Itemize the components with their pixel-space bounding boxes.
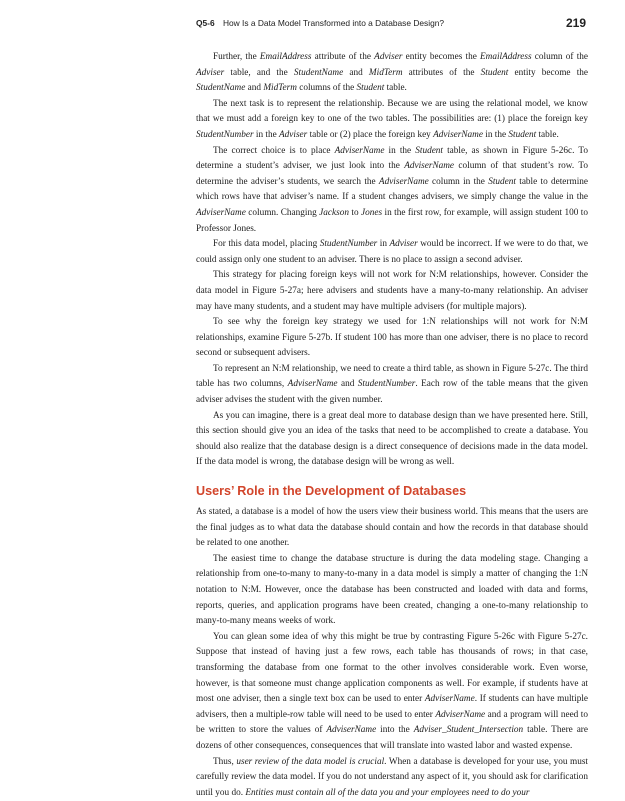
italic-term: Jones bbox=[361, 207, 383, 218]
italic-term: AdviserName bbox=[424, 694, 475, 705]
paragraph bbox=[196, 315, 588, 362]
text-run: This strategy for placing foreign keys will not work for N:M relationships, however. Consider the data model in Figure 5-27a; here advisers and students have a many-to-many relationship. An adviser may have many students, and a student may have multiple advisers (for multiple majors). bbox=[196, 270, 588, 312]
italic-term: AdviserName bbox=[196, 207, 246, 218]
text-run: in the bbox=[384, 145, 416, 156]
text-run: table. bbox=[384, 83, 407, 94]
text-run: table, as shown in Figure 5-26c. To determine a student’s adviser, we just look into the bbox=[196, 145, 588, 172]
paragraph bbox=[196, 630, 588, 755]
text-run: The next task is to represent the relationship. Because we are using the relational model, we know that we must add a foreign key to one of the two tables. The possibilities are: (1) place the foreign key bbox=[196, 98, 588, 125]
section-heading: Users’ Role in the Development of Databases bbox=[196, 484, 467, 499]
running-header bbox=[196, 18, 586, 34]
text-run: The correct choice is to place bbox=[213, 145, 335, 156]
italic-term: AdviserName bbox=[378, 176, 429, 187]
text-run: and bbox=[343, 67, 369, 78]
text-run: Thus, bbox=[213, 756, 237, 767]
text-run: entity become the bbox=[508, 67, 589, 78]
paragraph bbox=[196, 362, 588, 409]
text-run: The easiest time to change the database structure is during the data modeling stage. Changing a relationship from one-to-many to many-to-many in a data model is simply a matter of changing the 1:N notation to N:M. However, once the database has been constructed and loaded with data and forms, reports, queries, and application programs have been created, changing a one-to-many relationship to many-to-many means weeks of work. bbox=[196, 553, 588, 627]
text-run: table, and the bbox=[224, 67, 294, 78]
italic-term: Jackson bbox=[319, 207, 349, 218]
italic-term: Student bbox=[488, 176, 516, 187]
italic-term: Student bbox=[480, 67, 509, 78]
italic-term: EmailAddress bbox=[480, 52, 532, 62]
section-number: Q5-6 bbox=[196, 18, 215, 28]
text-run: and a program will need to be written to store the values of bbox=[196, 709, 589, 736]
italic-term: AdviserName bbox=[326, 725, 377, 736]
italic-term: AdviserName bbox=[334, 145, 385, 156]
running-title: How Is a Data Model Transformed into a Database Design? bbox=[222, 18, 445, 28]
paragraph bbox=[196, 552, 588, 630]
italic-term: StudentNumber bbox=[357, 379, 416, 390]
text-run: column in the bbox=[428, 176, 489, 187]
text-run: would be incorrect. If we were to do that, we could assign only one student to an adviser. There is no place to assign a second adviser. bbox=[196, 239, 589, 265]
text-run: entity becomes the bbox=[402, 52, 481, 62]
italic-term: Student bbox=[415, 145, 443, 156]
text-run: To see why the foreign key strategy we used for 1:N relationships will not work for N:M relationships, examine Figure 5-27b. If student 100 has more than one adviser, there is no place to record second or subsequent advisers. bbox=[196, 317, 588, 359]
italic-term: Student bbox=[508, 129, 537, 140]
text-run: You can glean some idea of why this might be true by contrasting Figure 5-26c with Figure 5-27c. Suppose that instead of having just a few rows, each table has thousands of rows; in that case, transforming the database from one format to the other involves considerable work. Even worse, however, is that someone must change application components as well. For example, if students have at most one adviser, then a single text box can be used to enter bbox=[196, 631, 588, 705]
paragraph bbox=[196, 755, 588, 801]
italic-term: StudentName bbox=[196, 83, 246, 94]
text-run: in the bbox=[253, 129, 279, 140]
italic-term: user review of the data model is crucial bbox=[236, 756, 385, 767]
text-run: column of that student’s row. To determine the adviser’s students, we search the bbox=[196, 161, 588, 187]
text-run: in bbox=[377, 239, 390, 250]
italic-term: AdviserName bbox=[435, 709, 486, 720]
text-run: column of the bbox=[531, 52, 588, 62]
italic-term: Entities must contain all of the data you and your employees need to do your bbox=[245, 787, 530, 798]
italic-term: Adviser bbox=[279, 129, 308, 140]
italic-term: AdviserName bbox=[404, 161, 455, 172]
text-run: columns of the bbox=[296, 83, 357, 94]
paragraph bbox=[196, 268, 588, 315]
text-run: To represent an N:M relationship, we need to create a third table, as shown in Figure 5-27c. The third table has two columns, bbox=[196, 363, 588, 390]
italic-term: StudentNumber bbox=[319, 239, 378, 250]
text-run: . When a database is developed for your use, you must carefully review the data model. If you do not understand any aspect of it, you should ask for clarification until you do. bbox=[196, 756, 589, 798]
italic-term: Adviser bbox=[374, 52, 403, 62]
body-text bbox=[196, 50, 588, 801]
text-run: As stated, a database is a model of how the users view their business world. This means that the users are the final judges as to what data the database should contain and how the records in that database should be related to one another. bbox=[196, 507, 588, 549]
text-run: in the first row, for example, will assign student 100 to Professor Jones. bbox=[196, 207, 589, 234]
paragraph bbox=[196, 237, 588, 268]
text-run: table. bbox=[536, 129, 559, 140]
italic-term: MidTerm bbox=[263, 83, 297, 94]
paragraph bbox=[196, 505, 588, 552]
paragraphs-bottom bbox=[196, 505, 588, 801]
text-run: For this data model, placing bbox=[213, 239, 320, 250]
text-run: and bbox=[245, 83, 264, 94]
italic-term: Student bbox=[356, 83, 385, 94]
italic-term: Adviser bbox=[196, 67, 225, 78]
paragraph bbox=[196, 409, 588, 471]
text-run: into the bbox=[376, 725, 414, 736]
text-run: table. There are dozens of other consequences, consequences that will translate into wasted labor and wasted expense. bbox=[196, 725, 588, 751]
page-number: 219 bbox=[565, 16, 586, 30]
text-run: table or (2) place the foreign key bbox=[307, 129, 434, 140]
text-run: attribute of the bbox=[311, 52, 375, 62]
italic-term: AdviserName bbox=[433, 129, 483, 140]
italic-term: MidTerm bbox=[368, 67, 403, 78]
text-run: to bbox=[348, 207, 362, 218]
italic-term: EmailAddress bbox=[259, 52, 312, 62]
paragraph bbox=[196, 144, 588, 238]
paragraph bbox=[196, 50, 588, 97]
italic-term: StudentNumber bbox=[196, 129, 254, 140]
text-run: table to determine which rows have that adviser’s name. If a student changes advisers, we simply change the value in the bbox=[196, 176, 588, 203]
italic-term: Adviser bbox=[389, 239, 418, 250]
text-run: . Each row of the table means that the given adviser advises the student with the given number. bbox=[196, 379, 588, 406]
paragraphs-top bbox=[196, 50, 588, 471]
italic-term: AdviserName bbox=[287, 379, 338, 390]
paragraph bbox=[196, 97, 588, 144]
text-run: column. Changing bbox=[245, 207, 320, 218]
text-run: As you can imagine, there is a great deal more to database design than we have presented here. Still, this section should give you an idea of the tasks that need to be accomplished to create a database. You should also realize that the database design is a direct consequence of decisions made in the data model. If the data model is wrong, the database design will be wrong as well. bbox=[196, 410, 588, 468]
text-run: Further, the bbox=[213, 52, 260, 62]
text-run: in the bbox=[482, 129, 509, 140]
italic-term: StudentName bbox=[293, 67, 344, 78]
text-run: and bbox=[337, 379, 358, 390]
italic-term: Adviser_Student_Intersection bbox=[413, 725, 524, 736]
text-run: . If students can have multiple advisers, then a multiple-row table will need to be used to enter bbox=[196, 694, 589, 720]
text-run: attributes of the bbox=[402, 67, 481, 78]
